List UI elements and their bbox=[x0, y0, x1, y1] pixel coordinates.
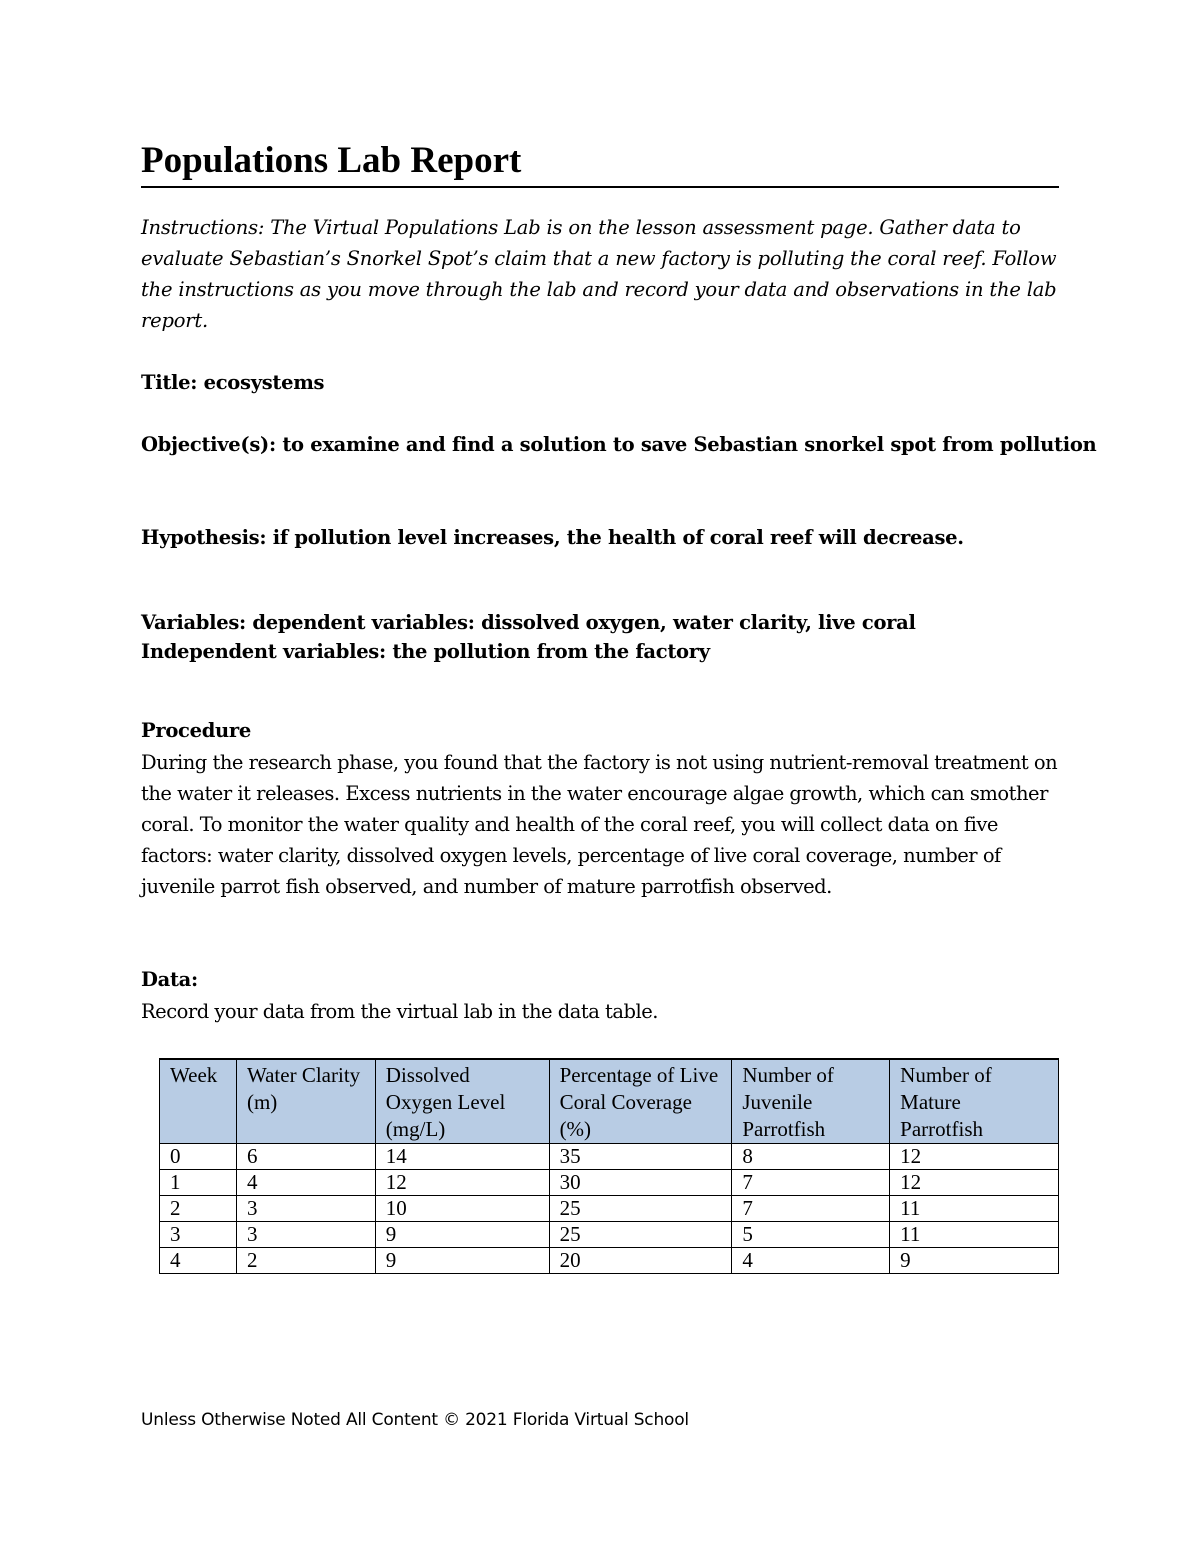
procedure-heading: Procedure bbox=[141, 719, 252, 742]
table-cell: 3 bbox=[160, 1222, 237, 1248]
document-title: Populations Lab Report bbox=[141, 138, 1059, 188]
table-cell: 0 bbox=[160, 1144, 237, 1170]
table-header-cell: Number of Juvenile Parrotfish bbox=[732, 1059, 890, 1144]
table-body bbox=[160, 1144, 1059, 1274]
table-cell: 7 bbox=[732, 1196, 890, 1222]
table-cell: 9 bbox=[890, 1248, 1059, 1274]
table-cell: 35 bbox=[549, 1144, 732, 1170]
table-header-cell: Percentage of Live Coral Coverage (%) bbox=[549, 1059, 732, 1144]
table-row bbox=[160, 1222, 1059, 1248]
table-cell: 25 bbox=[549, 1196, 732, 1222]
table-cell: 1 bbox=[160, 1170, 237, 1196]
procedure-paragraph: During the research phase, you found that the factory is not using nutrient-removal treatment on the water it releases. Excess nutrients in the water encourage algae growth, which can smother coral. To monitor the water quality and health of the coral reef, you will collect data on five factors: water clarity, dissolved oxygen levels, percentage of live coral coverage, number of juvenile parrot fish observed, and number of mature parrotfish observed. bbox=[141, 751, 1058, 898]
title-line: Title: ecosystems bbox=[141, 371, 325, 394]
table-cell: 11 bbox=[890, 1196, 1059, 1222]
table-row bbox=[160, 1144, 1059, 1170]
data-heading: Data: bbox=[141, 968, 198, 991]
table-cell: 8 bbox=[732, 1144, 890, 1170]
table-cell: 12 bbox=[375, 1170, 549, 1196]
table-header-row bbox=[160, 1059, 1059, 1144]
data-instructions: Record your data from the virtual lab in the data table. bbox=[141, 1000, 658, 1023]
table-cell: 9 bbox=[375, 1248, 549, 1274]
table-cell: 4 bbox=[236, 1170, 375, 1196]
table-cell: 20 bbox=[549, 1248, 732, 1274]
table-cell: 14 bbox=[375, 1144, 549, 1170]
independent-variables-line: Independent variables: the pollution from the factory bbox=[141, 640, 710, 663]
table-cell: 2 bbox=[236, 1248, 375, 1274]
table-row bbox=[160, 1170, 1059, 1196]
table-row bbox=[160, 1196, 1059, 1222]
table-cell: 6 bbox=[236, 1144, 375, 1170]
table-cell: 30 bbox=[549, 1170, 732, 1196]
data-table bbox=[159, 1058, 1059, 1274]
table-cell: 3 bbox=[236, 1196, 375, 1222]
dependent-variables-line: Variables: dependent variables: dissolved oxygen, water clarity, live coral bbox=[141, 611, 916, 634]
table-cell: 25 bbox=[549, 1222, 732, 1248]
table-row bbox=[160, 1248, 1059, 1274]
hypothesis-line: Hypothesis: if pollution level increases, the health of coral reef will decrease. bbox=[141, 526, 964, 549]
table-cell: 12 bbox=[890, 1144, 1059, 1170]
table-cell: 9 bbox=[375, 1222, 549, 1248]
table-cell: 4 bbox=[160, 1248, 237, 1274]
objective-line: Objective(s): to examine and find a solution to save Sebastian snorkel spot from pollution bbox=[141, 433, 1097, 456]
table-cell: 3 bbox=[236, 1222, 375, 1248]
table-header-cell: Dissolved Oxygen Level (mg/L) bbox=[375, 1059, 549, 1144]
table-cell: 10 bbox=[375, 1196, 549, 1222]
footer-copyright: Unless Otherwise Noted All Content © 2021 Florida Virtual School bbox=[141, 1410, 689, 1430]
instructions-paragraph: Instructions: The Virtual Populations Lab is on the lesson assessment page. Gather data to evaluate Sebastian’s Snorkel Spot’s claim that a new factory is polluting the coral reef. Follow the instructions as you move through the lab and record your data and observations in the lab report. bbox=[141, 216, 1057, 332]
table-cell: 12 bbox=[890, 1170, 1059, 1196]
table-header-cell: Number of Mature Parrotfish bbox=[890, 1059, 1059, 1144]
table-cell: 11 bbox=[890, 1222, 1059, 1248]
table-cell: 4 bbox=[732, 1248, 890, 1274]
table-cell: 7 bbox=[732, 1170, 890, 1196]
table-cell: 2 bbox=[160, 1196, 237, 1222]
table-header-cell: Week bbox=[160, 1059, 237, 1144]
table-cell: 5 bbox=[732, 1222, 890, 1248]
table-header-cell: Water Clarity (m) bbox=[236, 1059, 375, 1144]
